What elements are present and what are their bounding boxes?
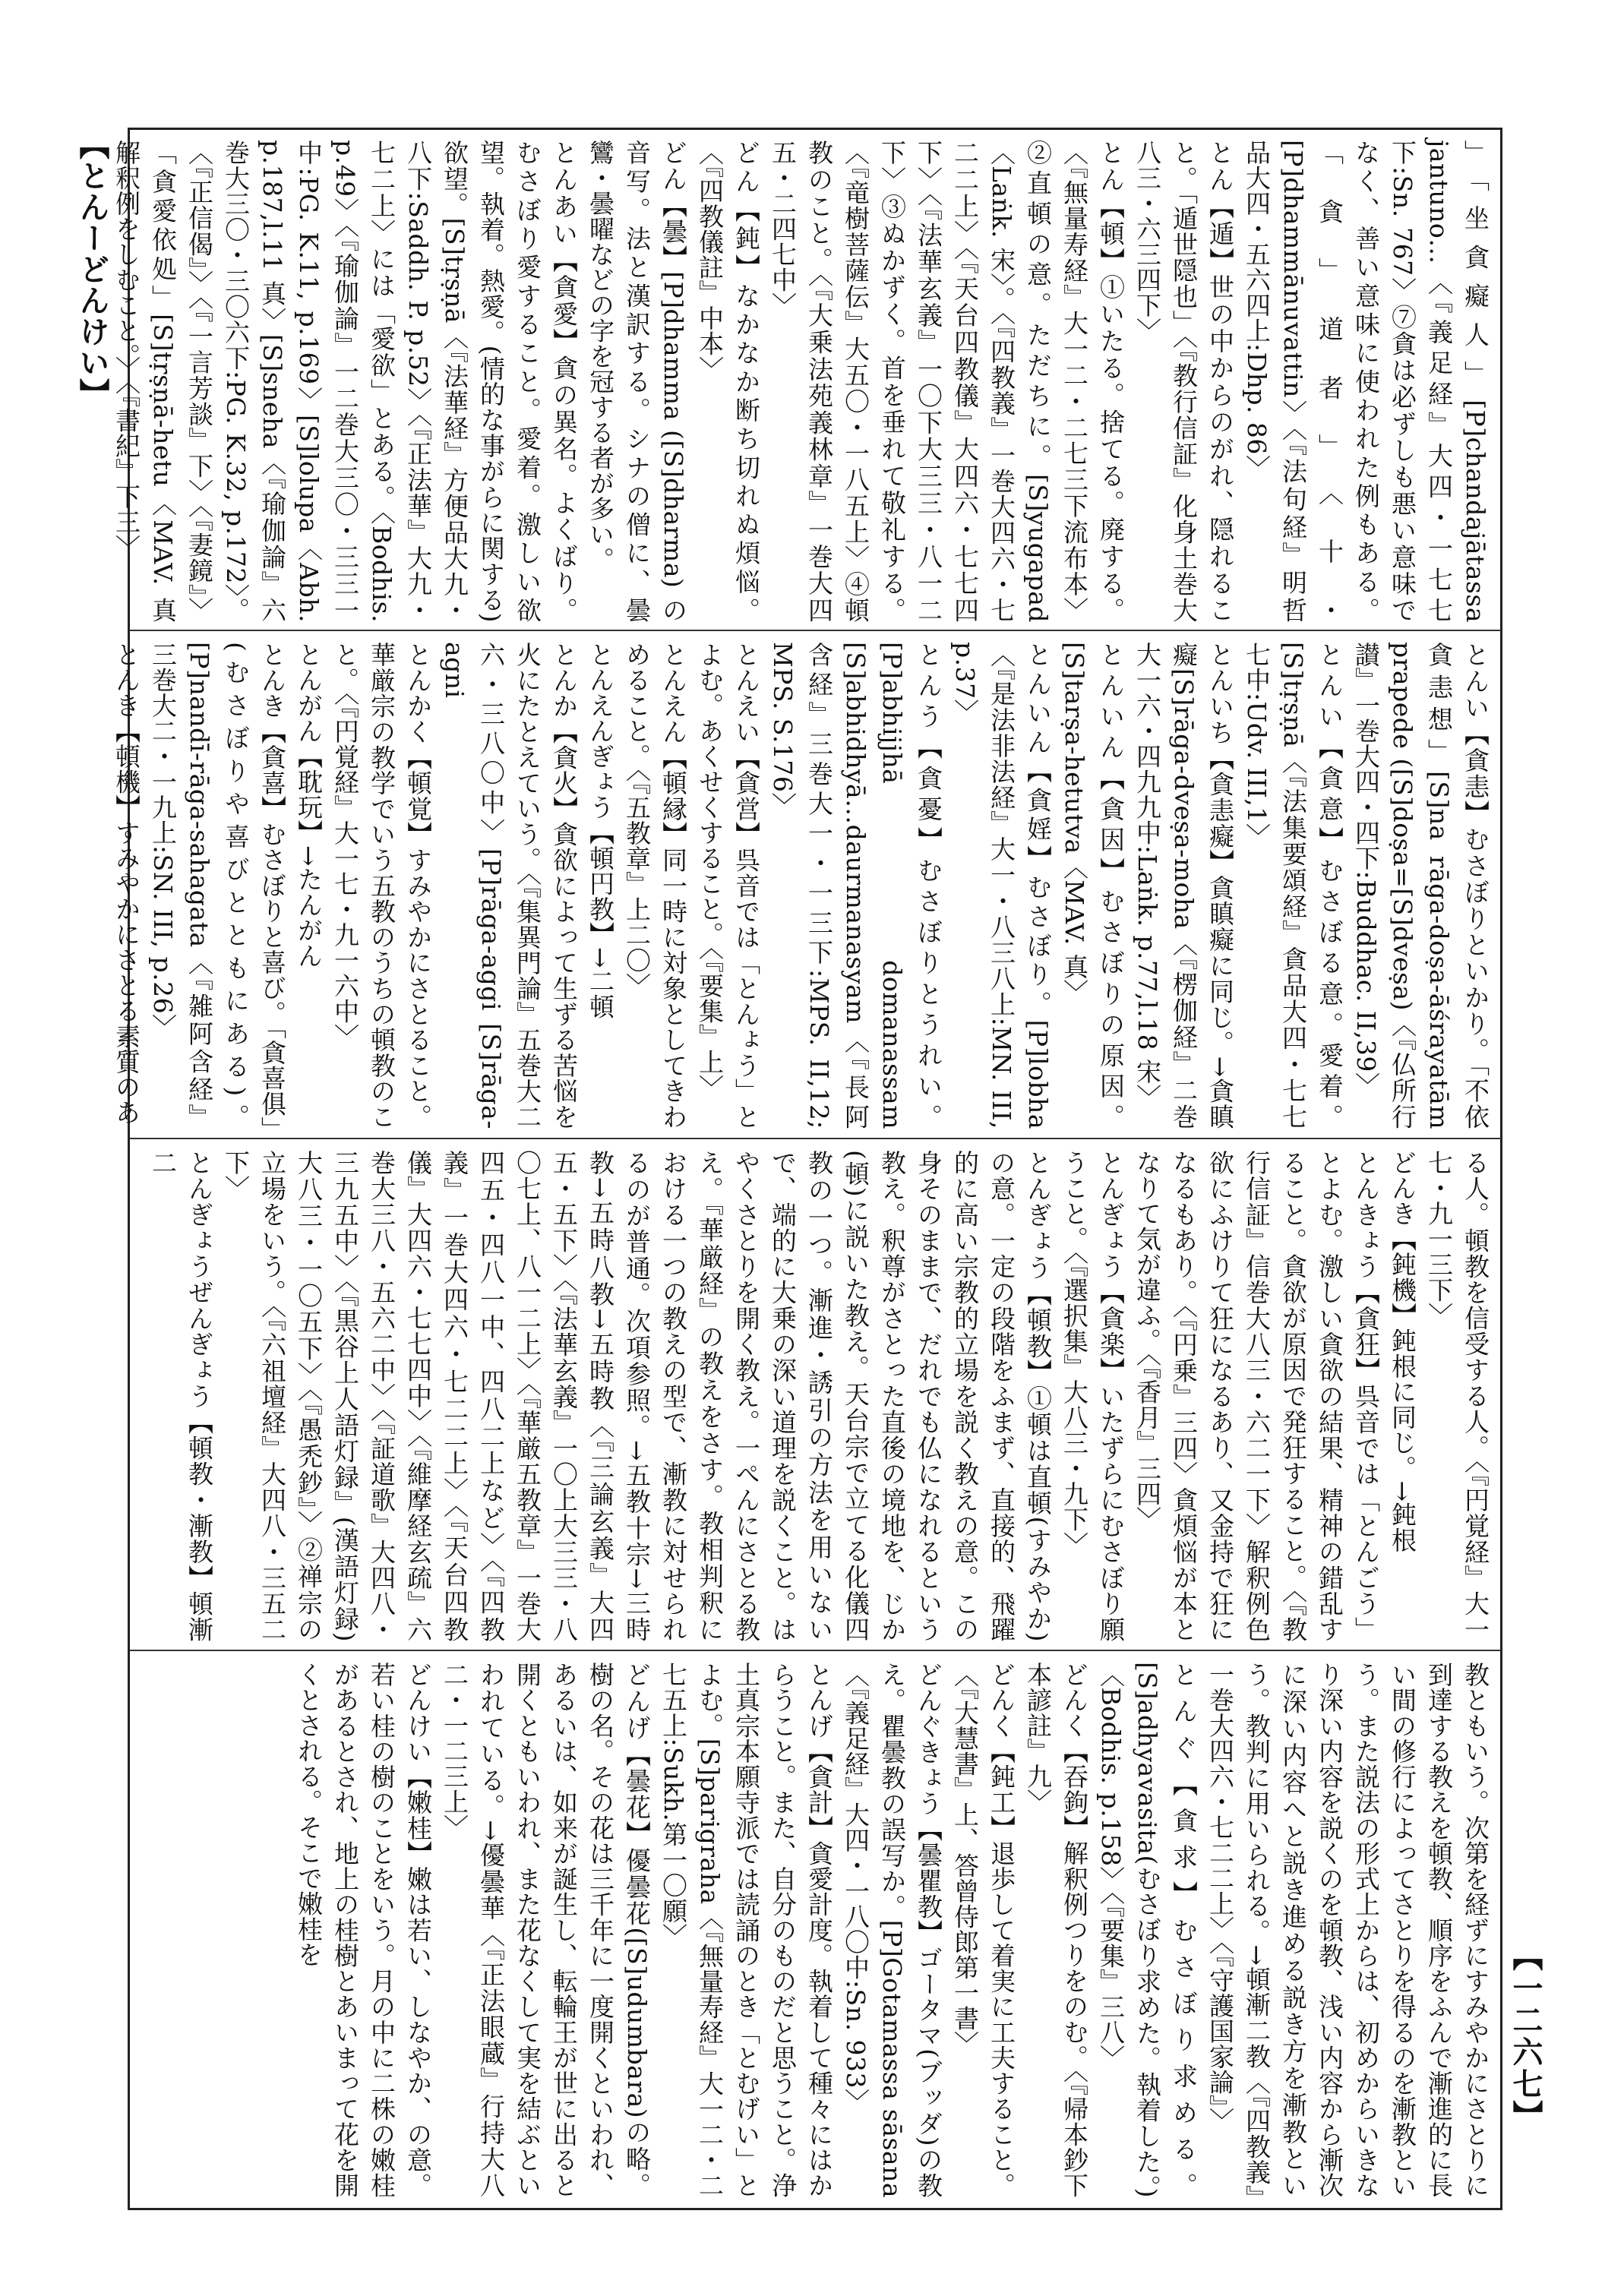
entry-tongu: とんぐ【貪求】むさぼり求める。[S]adhyavasita(むさぼり求めた。執着した。)〈Bodhis. p.158〉〈『要集』三八〉 (1096, 1662, 1199, 2198)
tier-divider (129, 1138, 1501, 1139)
tier-2 (112, 642, 1493, 1129)
entry-tonichi: とんいち【貪恚癡】貪瞋癡に同じ。→貪瞋癡[S]rāga-dveṣa-moha〈『楞伽経』二巻大一六・四九九中:Laṅk. p.77,l.18 宋〉 (1133, 642, 1235, 1129)
entry-tonki-joy: とんき【貪喜】むさぼりと喜び。「貪喜俱」(むさぼりや喜びとともにある)。[P]nandī-rāga-sahagata〈『雑阿含経』三巻大二・一九上:SN. III, p.26〉 (148, 642, 287, 1129)
tier-1 (112, 140, 1493, 624)
entry-donkei: どんけい【嫩桂】嫩は若い、しなやか、の意。若い桂の樹のことをいう。月の中に二株の嫩桂があるとされ、地上の桂樹とあいまって花を開くとされる。そこで嫩桂を (294, 1662, 433, 2198)
entry-tonki-faculty: とんき【頓機】すみやかにさとる素質のあ (112, 642, 141, 1126)
entry-ton-escape: とん【遁】世の中からのがれ、隠れること。「遁世隠也」〈『教行信証』化身土巻大八三・六三四下〉 (1133, 140, 1235, 623)
entry-continuation: 教ともいう。次第を経ずにすみやかにさとりに到達する教えを頓教、順序をふんで漸進的に長い間の修行によってさとりを得るのを漸教という。また説法の形式上からは、初めからいきなり深い内容を説くのを頓教、浅い内容から漸次に深い内容へと説き進める説き方を漸教という。教判に用いられる。→頓漸二教〈『四教義』一巻大四六・七二二上〉〈『守護国家論』〉 (1205, 1662, 1490, 2198)
entry-tonai: とんあい【貪愛】貪の異名。よくばり。むさぼり愛すること。愛着。激しい欲望。執着。熱愛。(情的な事がらに関する)欲望。[S]tṛṣṇā〈『法華経』方便品大九・八下:Saddh. P. p.52〉〈『正法華』大九・七二上〉には「愛欲」とある。〈Bodhis. p.49〉〈『瑜伽論』一二巻大三〇・三三一中:PG. K.11, p.169〉[S]lolupa〈Abh. p.187,l.11 真〉[S]sneha〈『瑜伽論』六巻大三〇・三〇六下:PG. K.32, p.172〉。〈『正信偈』〉〈『一言芳談』下〉〈『妻鏡』〉「貪愛依処」[S]tṛṣṇā-hetu〈MAV. 真 解釈例をしむこと。〉〈『書紀』下三〉 (112, 140, 579, 624)
entry-continuation: 」「坐貪癡人」[P]chandajātassa jantuno…〈『義足経』大四・一七七下:Sn. 767〉⑦貪は必ずしも悪い意味でなく、善い意味に使われた例もある。「貪」道者」〈十・[P]dhammānuvattin〉〈『法句経』明哲品大四・五六四上:Dhp. 86〉 (1242, 140, 1490, 623)
entry-tonkaku: とんかく【頓覚】すみやかにさとること。華厳宗の教学でいう五教のうちの頓教のこと。〈『円覚経』大一七・九一六中〉 (330, 642, 433, 1129)
entry-continuation: る人。頓教を信受する人。〈『円覚経』大一七・九一三下〉 (1424, 1150, 1490, 1642)
entry-donki: どんき【鈍機】鈍根に同じ。→鈍根 (1388, 1150, 1417, 1553)
entry-tongyo-pleasure: とんぎょう【貪楽】いたずらにむさぼり願うこと。〈『選択集』大八三・九下〉 (1060, 1150, 1126, 1642)
running-head: 【とんーどんけい】 (74, 129, 110, 409)
entry-tonen: とんえん【頓縁】同一時に対象としてきわめること。〈『五教章』上二〇〉 (622, 642, 688, 1129)
entry-tonge: とんげ【貪計】貪愛計度。執着して種々にはからうこと。また、自分のものだと思うこと。浄土真宗本願寺派では読誦のとき「とむげい」とよむ。[S]parigraha〈『無量寿経』大一二・二七五上:Sukh.第一〇願〉 (659, 1662, 834, 2198)
entry-tonu: とんう【貪憂】むさぼりとうれい。[P]abhijjhā domanassam [S]abhidhyā…daurmanasyam〈『長阿含経』三巻大一・一三下:MPS. II,12; MPS. S.176〉 (768, 642, 943, 1129)
entry-tonni-anger: とんい【貪恚】むさぼりといかり。「不依貪恚想」[S]na rāga-doṣa-āśrayatām prapede ([S]doṣa=[S]dveṣa)〈『仏所行讃』一巻大四・四下:Buddhac. II,39〉 (1351, 642, 1490, 1129)
entry-don-dull: どん【鈍】なかなか断ち切れぬ煩悩。〈『四教儀註』中本〉 (695, 140, 761, 623)
entry-dongukyo: どんぐきょう【曇瞿教】ゴータマ(ブッダ)の教え。瞿曇教の誤写か。[P]Gotamassa sāsana〈『義足経』大四・一八〇中:Sn. 933〉 (841, 1662, 943, 2198)
entry-tonka: とんか【貪火】貪欲によって生ずる苦悩を火にたとえていう。〈『集異門論』五巻大二六・三八〇中〉[P]rāga-aggi [S]rāga-agni (440, 642, 579, 1129)
tier-3 (138, 1150, 1493, 1642)
entry-tongyo-teaching: とんぎょう【頓教】①頓は直頓(すみやか)の意。一定の段階をふまず、直接的、飛躍的に高い宗教的立場を説く教えの意。この身そのままで、だれでも仏になれるという教え。釈尊がさとった直後の境地を、じか(頓)に説いた教え。天台宗で立てる化儀四教の一つ。漸進・誘引の方法を用いないで、端的に大乗の深い道理を説くこと。はやくさとりを開く教え。一ぺんにさとる教え。『華厳経』の教えをさす。教相判釈における一つの教えの型で、漸教に対せられるのが普通。次項参照。→五教十宗→三時教→五時八教→五時教〈『三論玄義』大四五・五下〉〈『法華玄義』一〇上大三三・八〇七上、八一二上〉〈『華厳五教章』一巻大四五・四八一中、四八二上など〉〈『四教義』一巻大四六・七二二上〉〈『天台四教儀』大四六・七七四中〉〈『維摩経玄疏』六巻大三八・五六二中〉〈『証道歌』大四八・三九五中〉〈『黒谷上人語灯録』(漢語灯録)大八三・一〇五下〉〈『愚禿鈔』〉②禅宗の立場をいう。〈『六祖壇経』大四八・三五二下〉 (221, 1150, 1053, 1642)
tier-4 (138, 1662, 1493, 2198)
entry-tonin-lust: とんいん【貪婬】むさぼり。[P]lobha〈『是法非法経』大一・八三八上:MN. III, p.37〉 (950, 642, 1053, 1129)
tier-divider (129, 630, 1501, 631)
entry-ton-sudden: とん【頓】①いたる。捨てる。廃する。〈『無量寿経』大一二・二七三下流布本〉②直頓の意。ただちに。[S]yugapad〈Laṅk. 宋〉。〈『四教義』一巻大四六・七二二上〉〈『天台四教儀』大四六・七七四下〉〈『法華玄義』一〇下大三三・八一二下〉③ぬかずく。首を垂れて敬礼する。〈『竜樹菩薩伝』大五〇・一八五上〉④頓教のこと。〈『大乗法苑義林章』一巻大四五・二四七中〉 (768, 140, 1126, 623)
entry-tonin-cause: とんいん【貪因】むさぼりの原因。[S]tarṣa-hetutva〈MAV. 真〉 (1060, 642, 1126, 1129)
entry-donku-work: どんく【鈍工】退歩して着実に工夫すること。〈『大慧書』上、答曾侍郎第一書〉 (950, 1662, 1016, 2198)
entry-tonni-mind: とんい【貪意】むさぼる意。愛着。[S]tṛṣṇā〈『法集要頌経』貪品大四・七七七中:Udv. III,1〉 (1242, 642, 1344, 1129)
page-number: 【一二六七】 (1508, 1941, 1543, 2132)
entry-tonengyo: とんえんぎょう【頓円教】→二頓 (586, 642, 615, 1020)
entry-donge: どんげ【曇花】優曇花([S]udumbara)の略。樹の名。その花は三千年に一度開くといわれ、あるいは、如来が誕生し、転輪王が世に出ると開くともいわれ、また花なくして実を結ぶといわれている。→優曇華〈『正法眼蔵』行持大八二・一二三上〉 (440, 1662, 652, 2198)
entry-tongyozengyo: とんぎょうぜんぎょう【頓教・漸教】頓漸二 (148, 1150, 214, 1642)
entry-donku-hook: どんく【吞鉤】解釈例つりをのむ。〈『帰本鈔下本諺註』九〉 (1023, 1662, 1089, 2198)
entry-don-cloud: どん【曇】[P]dhamma ([S]dharma) の音写。法と漢訳する。シナの僧に、曇鸞・曇曜などの字を冠する者が多い。 (586, 140, 688, 623)
tier-divider (129, 1650, 1501, 1651)
entry-tonkyo: とんきょう【貪狂】呉音では「とんごう」とよむ。激しい貪欲の結果、精神の錯乱すること。貪欲が原因で発狂すること。〈『教行信証』信巻大八三・六二一下〉解釈例色欲にふけりて狂になるあり、又金持で狂になるもあり。〈『円乗』三四〉貪煩悩が本となりて気が違ふ。〈『香月』三四〉 (1133, 1150, 1381, 1642)
entry-tongan: とんがん【耽玩】→たんがん (294, 642, 324, 969)
entry-tonei: とんえい【貪営】呉音では「とんょう」とよむ。あくせくすること。〈『要集』上〉 (695, 642, 761, 1129)
